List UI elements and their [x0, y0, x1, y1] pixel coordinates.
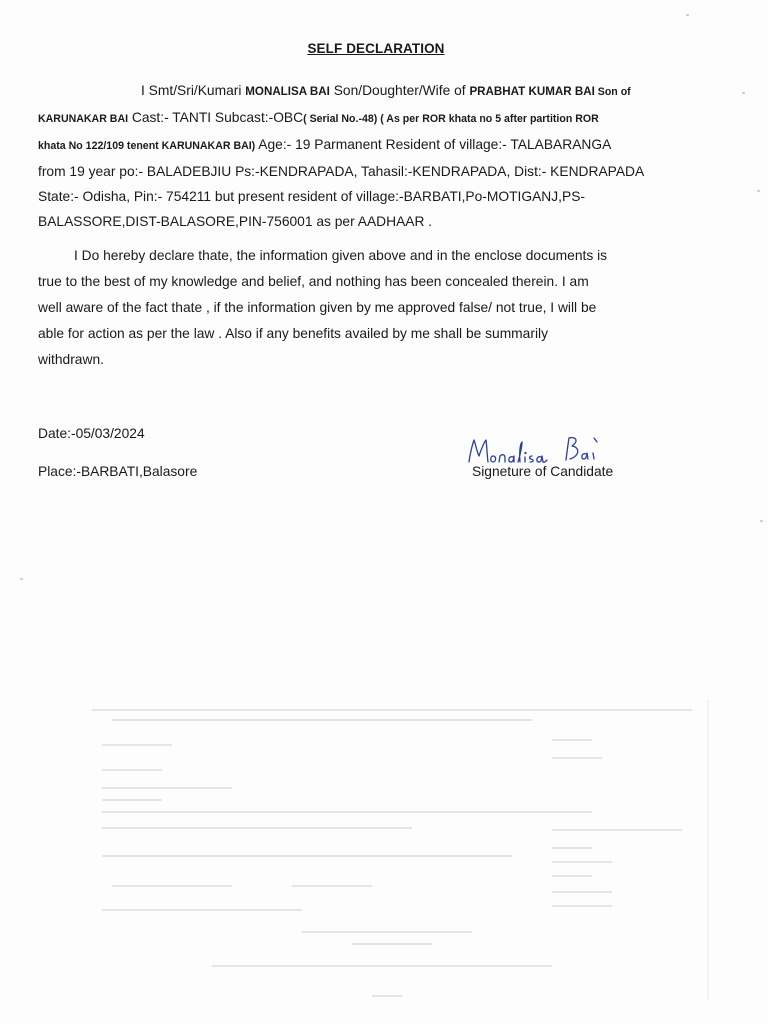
declaration-date: Date:-05/03/2024 — [38, 426, 145, 441]
para1-line-2 — [38, 105, 724, 132]
scan-speck — [760, 520, 763, 522]
declaration-place: Place:-BARBATI,Balasore — [38, 464, 198, 479]
para1-line-1 — [38, 78, 724, 105]
text: I Smt/Sri/Kumari — [141, 83, 246, 98]
bleed-through-background — [72, 700, 712, 1000]
para2-line-3: well aware of the fact thate , if the information given by me approved false/ not true, I will be — [38, 300, 597, 315]
scan-speck — [742, 92, 745, 94]
text: Age:- 19 Parmanent Resident of village:- TALABARANGA — [255, 137, 612, 152]
para2-line-2: true to the best of my knowledge and belief, and nothing has been concealed therein. I am — [38, 274, 589, 289]
grandfather-name: KARUNAKAR BAI — [38, 113, 129, 125]
text: Son/Doughter/Wife of — [329, 83, 470, 98]
declarant-name: MONALISA BAI — [245, 85, 330, 98]
para2-line-5: withdrawn. — [38, 352, 104, 367]
declarant-details-paragraph — [38, 78, 724, 234]
serial-note: ( Serial No.-48) ( As per ROR khata no 5 after partition ROR — [303, 113, 599, 125]
text: Son of — [594, 86, 631, 98]
scan-speck — [686, 14, 689, 16]
para2-line-4: able for action as per the law . Also if any benefits availed by me shall be summarily — [38, 326, 548, 341]
document-title: SELF DECLARATION — [307, 41, 445, 56]
khata-note: khata No 122/109 tenent KARUNAKAR BAI) — [38, 140, 256, 152]
para1-line-3 — [38, 132, 724, 159]
para1-line-6: BALASSORE,DIST-BALASORE,PIN-756001 as per AADHAAR . — [38, 214, 433, 229]
para1-line-5: State:- Odisha, Pin:- 754211 but present resident of village:-BARBATI,Po-MOTIGANJ,PS- — [38, 189, 585, 204]
scan-speck — [757, 190, 760, 192]
text: Cast:- TANTI Subcast:-OBC — [128, 110, 304, 125]
father-name: PRABHAT KUMAR BAI — [469, 85, 595, 98]
para2-line-1: I Do hereby declare thate, the information given above and in the enclose documents is — [74, 248, 608, 263]
declaration-paragraph — [38, 243, 724, 373]
signature-label: Signeture of Candidate — [472, 464, 614, 479]
para1-line-4: from 19 year po:- BALADEBJIU Ps:-KENDRAPADA, Tahasil:-KENDRAPADA, Dist:- KENDRAPADA — [38, 164, 645, 179]
scan-speck — [20, 578, 23, 580]
